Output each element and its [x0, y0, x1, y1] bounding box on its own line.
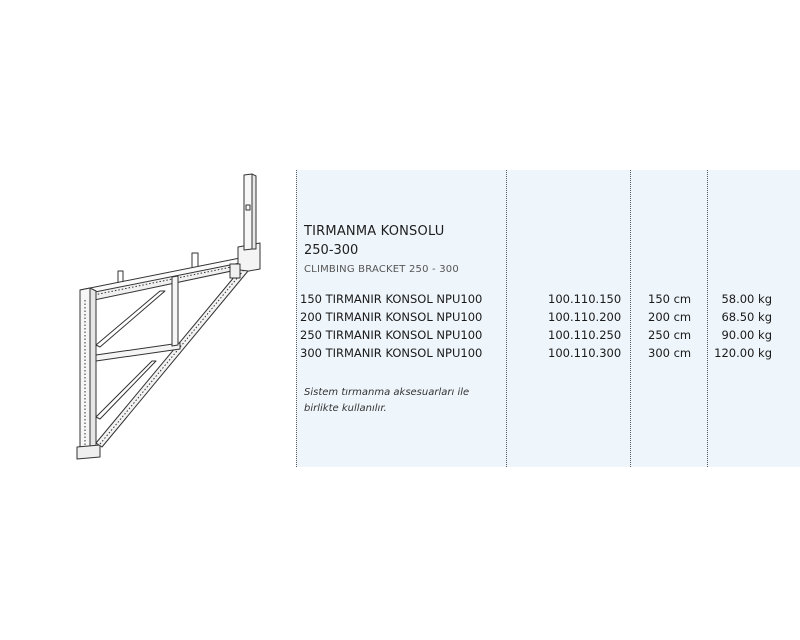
product-subtitle: 250-300 — [304, 243, 359, 258]
item-name: 300 TIRMANIR KONSOL NPU100 — [300, 346, 483, 360]
table-row — [0, 292, 800, 310]
item-weight: 58.00 kg — [721, 292, 772, 306]
item-code: 100.110.150 — [548, 292, 622, 306]
item-code: 100.110.300 — [548, 346, 622, 360]
item-code: 100.110.200 — [548, 310, 622, 324]
product-english-name: CLIMBING BRACKET 250 - 300 — [304, 264, 459, 275]
table-row — [0, 346, 800, 364]
product-title: TIRMANMA KONSOLU — [304, 224, 445, 239]
item-length: 200 cm — [648, 310, 692, 324]
table-row — [0, 310, 800, 328]
item-weight: 90.00 kg — [721, 328, 772, 342]
usage-note: Sistem tırmanma aksesuarları ile birlikte kullanılır. — [304, 387, 470, 414]
item-code: 100.110.250 — [548, 328, 622, 342]
item-weight: 68.50 kg — [721, 310, 772, 324]
item-length: 150 cm — [648, 292, 692, 306]
item-length: 300 cm — [648, 346, 692, 360]
table-row — [0, 328, 800, 346]
item-name: 200 TIRMANIR KONSOL NPU100 — [300, 310, 483, 324]
item-weight: 120.00 kg — [714, 346, 772, 360]
item-name: 250 TIRMANIR KONSOL NPU100 — [300, 328, 483, 342]
item-length: 250 cm — [648, 328, 692, 342]
item-name: 150 TIRMANIR KONSOL NPU100 — [300, 292, 483, 306]
